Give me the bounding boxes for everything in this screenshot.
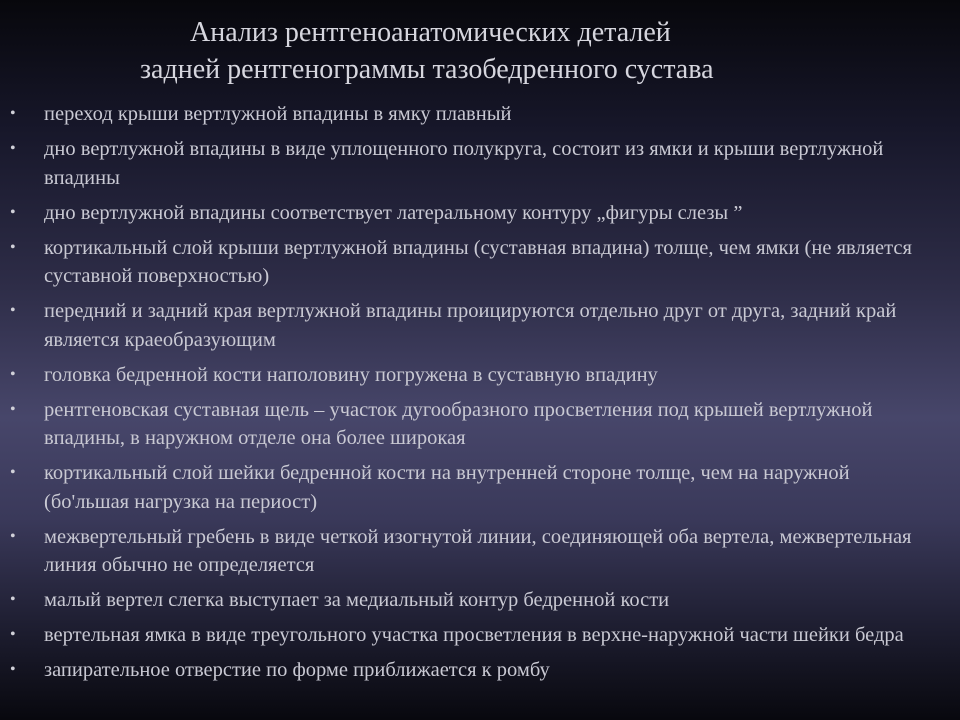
title-line-2: задней рентгенограммы тазобедренного сустава	[140, 54, 714, 85]
slide-title	[0, 14, 960, 88]
bullet-item	[0, 586, 930, 615]
bullet-text: малый вертел слегка выступает за медиальный контур бедренной кости	[44, 589, 670, 611]
bullet-text: передний и задний края вертлужной впадины проицируются отдельно друг от друга, задний край является краеобразующим	[44, 300, 897, 351]
bullet-dot-icon: •	[10, 661, 16, 678]
bullet-list	[0, 100, 930, 691]
bullet-text: переход крыши вертлужной впадины в ямку плавный	[44, 103, 512, 125]
bullet-text: головка бедренной кости наполовину погружена в суставную впадину	[44, 363, 658, 386]
bullet-item	[0, 523, 930, 580]
bullet-dot-icon: •	[10, 464, 16, 481]
bullet-text: кортикальный слой крыши вертлужной впадины (суставная впадина) толще, чем ямки (не является суставной поверхностью)	[44, 236, 912, 287]
bullet-dot-icon: •	[10, 527, 16, 545]
bullet-dot-icon: •	[10, 238, 16, 256]
bullet-text: межвертельный гребень в виде четкой изогнутой линии, соединяющей оба вертела, межвертельная линия обычно не определяется	[44, 525, 912, 576]
title-line-1: Анализ рентгеноанатомических деталей	[190, 17, 671, 48]
bullet-item	[0, 199, 930, 228]
bullet-item	[0, 234, 930, 291]
bullet-item	[0, 100, 930, 129]
bullet-item	[0, 459, 930, 516]
bullet-text: запирательное отверстие по форме приближается к ромбу	[44, 659, 550, 681]
bullet-dot-icon: •	[10, 400, 16, 418]
bullet-item	[0, 656, 930, 685]
bullet-dot-icon: •	[10, 302, 16, 319]
bullet-item	[0, 621, 930, 650]
bullet-text: кортикальный слой шейки бедренной кости на внутренней стороне толще, чем на наружной (бo'льшая нагрузка на периост)	[44, 462, 850, 513]
bullet-dot-icon: •	[10, 140, 16, 157]
bullet-dot-icon: •	[10, 626, 16, 643]
bullet-dot-icon: •	[10, 591, 16, 608]
bullet-dot-icon: •	[10, 105, 16, 122]
bullet-text: дно вертлужной впадины соответствует латеральному контуру „фигуры слезы ”	[44, 201, 743, 224]
bullet-item	[0, 297, 930, 354]
bullet-item	[0, 361, 930, 390]
bullet-item	[0, 396, 930, 453]
bullet-text: вертельная ямка в виде треугольного участка просветления в верхне-наружной части шейки бедра	[44, 624, 904, 646]
bullet-text: рентгеновская суставная щель – участок дугообразного просветления под крышей вертлужной впадины, в наружном отделе она более широкая	[44, 398, 873, 449]
bullet-dot-icon: •	[10, 203, 16, 221]
bullet-text: дно вертлужной впадины в виде уплощенного полукруга, состоит из ямки и крыши вертлужной впадины	[44, 138, 884, 189]
bullet-item	[0, 135, 930, 192]
bullet-dot-icon: •	[10, 365, 16, 383]
